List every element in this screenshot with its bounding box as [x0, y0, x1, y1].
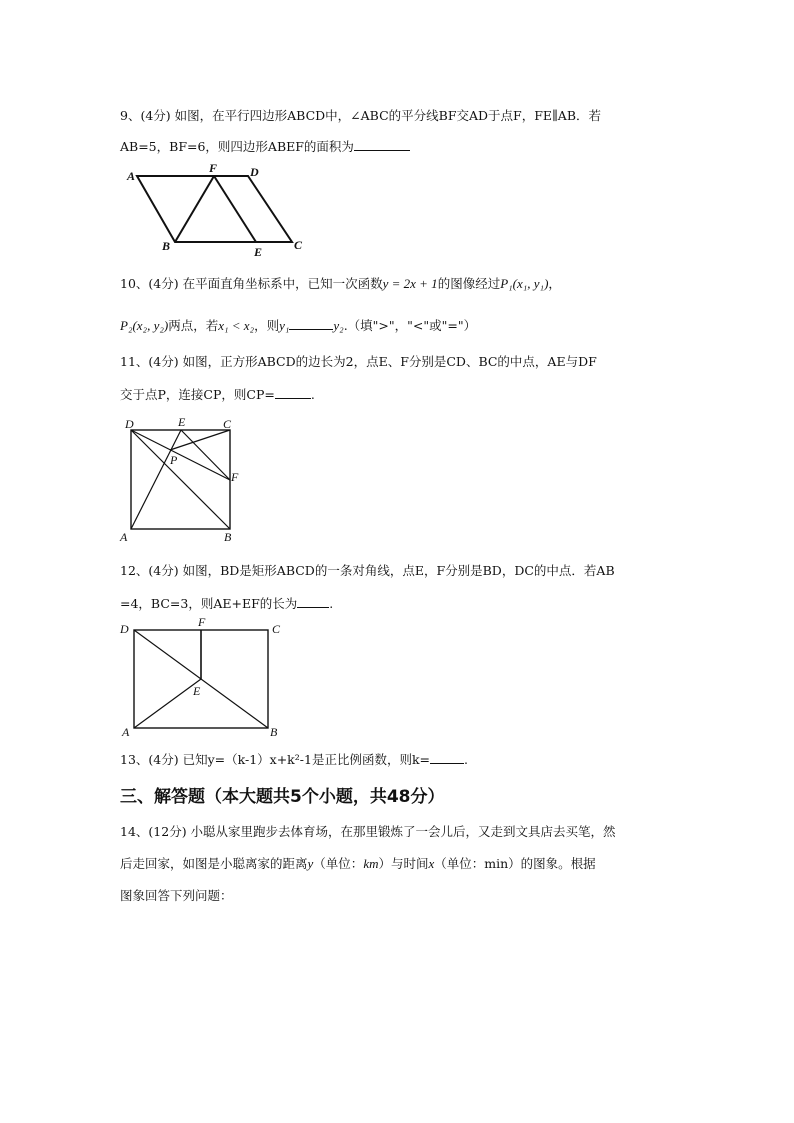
q12-segment-ae: [134, 679, 201, 728]
q9-label-a: A: [127, 169, 136, 183]
q10-line1-mid: 的图像经过: [437, 276, 501, 291]
q9-label-b: B: [162, 239, 171, 253]
q11-line1-text: 11、(4分) 如图，正方形ABCD的边长为2，点E、F分别是CD、BC的中点，AE与DF: [120, 354, 597, 369]
q9-line1-text: 9、(4分) 如图，在平行四边形ABCD中，∠ABC的平分线BF交AD于点F，FE∥AB．若: [120, 108, 602, 123]
q10-point-p2: P₂(x₂, y₂): [120, 318, 169, 333]
q12-label-a: A: [122, 725, 130, 739]
q12-line1-text: 12、(4分) 如图，BD是矩形ABCD的一条对角线，点E，F分别是BD，DC的中点．若AB: [120, 563, 615, 578]
q12-label-e: E: [193, 684, 201, 698]
q10-point-p1: P₁(x₁, y₁): [500, 276, 549, 291]
q12-line2-end: .: [329, 596, 334, 611]
q14-unit-km: km: [363, 856, 379, 871]
q14-line2-a: 后走回家，如图是小聪离家的距离: [120, 856, 308, 871]
q9-label-d: D: [250, 165, 259, 179]
q14-line3: [120, 886, 233, 904]
q11-label-d: D: [125, 417, 134, 431]
q14-line2: [120, 854, 596, 872]
q12-label-d: D: [120, 622, 129, 636]
q14-var-x: x: [428, 856, 435, 871]
q12-line2-text: =4，BC=3，则AE+EF的长为: [120, 596, 298, 611]
q14-line1: [120, 822, 616, 840]
q11-label-a: A: [120, 530, 128, 544]
q10-line1-pre: 10、(4分) 在平面直角坐标系中，已知一次函数: [120, 276, 383, 291]
q11-label-b: B: [224, 530, 232, 544]
q9-label-e: E: [254, 245, 263, 259]
q10-condition: x₁ < x₂: [218, 318, 255, 333]
q13-answer-blank[interactable]: [430, 751, 464, 764]
q12-label-c: C: [272, 622, 281, 636]
q12-label-b: B: [270, 725, 278, 739]
q13-end: .: [464, 752, 468, 767]
q13-line: [120, 750, 468, 768]
q10-line1-end: ，: [548, 276, 561, 291]
q14-line2-b: （单位：: [313, 856, 364, 871]
q11-label-p: P: [170, 453, 178, 467]
q11-label-e: E: [178, 415, 186, 429]
q9-line2-text: AB=5，BF=6，则四边形ABEF的面积为: [120, 139, 354, 154]
q14-line2-c: ）与时间: [378, 856, 429, 871]
section-3-heading: 三、解答题（本大题共5个小题，共48分）: [120, 787, 445, 807]
q9-label-f: F: [209, 161, 218, 175]
q11-label-c: C: [223, 417, 232, 431]
q14-line1-text: 14、(12分) 小聪从家里跑步去体育场，在那里锻炼了一会儿后，又走到文具店去买笔，然: [120, 824, 616, 839]
q10-function: y = 2x + 1: [382, 276, 438, 291]
q12-label-f: F: [198, 615, 206, 629]
q10-line2-then: ，则: [254, 318, 280, 333]
q11-line2-end: .: [310, 387, 315, 402]
q10-y1: y₁: [279, 318, 290, 333]
q10-line2-mid: 两点，若: [168, 318, 219, 333]
q11-label-f: F: [231, 470, 239, 484]
q14-var-y: y: [307, 856, 314, 871]
q11-line2-text: 交于点P，连接CP，则CP=: [120, 387, 275, 402]
q9-label-c: C: [294, 238, 303, 252]
q14-line2-d: （单位：min）的图象。根据: [434, 856, 596, 871]
q10-y2: y₂: [333, 318, 344, 333]
q14-line3-text: 图象回答下列问题：: [120, 888, 233, 903]
q13-text: 13、(4分) 已知y=（k-1）x+k²-1是正比例函数，则k=: [120, 752, 430, 767]
q10-hint: .（填">"，"<"或"="）: [343, 318, 477, 333]
